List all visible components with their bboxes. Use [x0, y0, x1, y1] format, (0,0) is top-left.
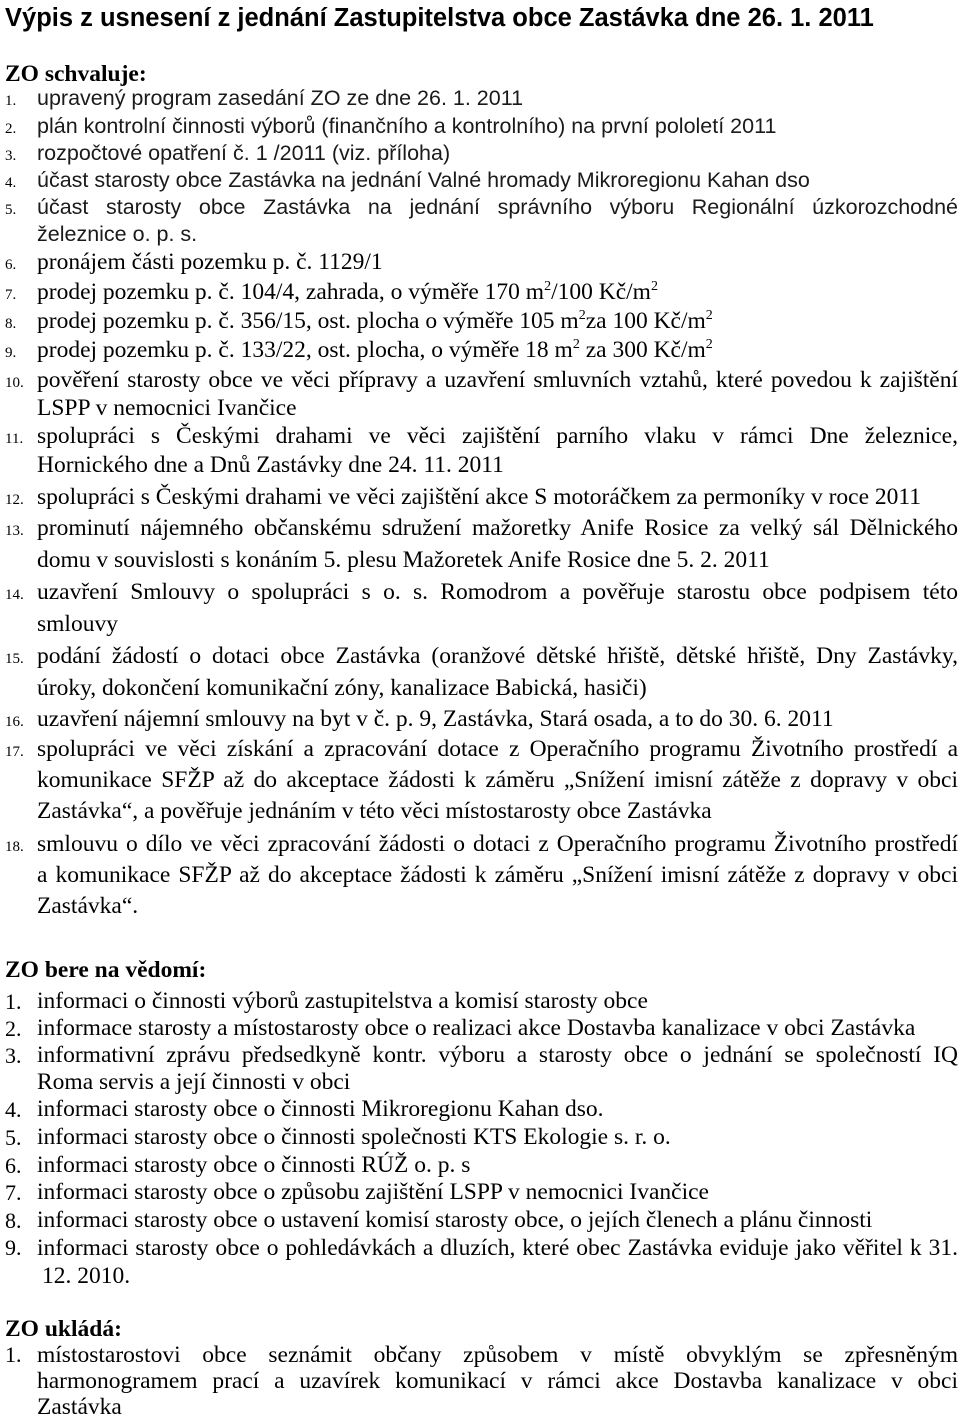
item-text-line: informaci starosty obce o ustavení komisí starosty obce, o jejích členech a plánu činnosti — [37, 1207, 873, 1233]
item-text-line: úroky, dokončení komunikační zóny, kanalizace Babická, hasiči) — [37, 675, 647, 701]
resolution-item — [0, 336, 958, 364]
item-text-line: informaci starosty obce o pohledávkách a dluzích, které obec Zastávka eviduje jako věřitel k 31. — [37, 1235, 958, 1261]
resolution-item — [0, 248, 958, 276]
item-text-line: prominutí nájemného občanskému sdružení mažoretky Anife Rosice za velký sál Dělnického — [37, 515, 958, 541]
acknowledged-item — [0, 1152, 958, 1179]
acknowledged-item — [0, 1179, 958, 1206]
item-number: 1. — [5, 989, 22, 1014]
item-number: 5. — [5, 1125, 22, 1150]
item-number: 7. — [5, 1180, 22, 1205]
superscript: 2 — [544, 279, 552, 294]
item-text-line: domu v souvislosti s konáním 5. plesu Mažoretek Anife Rosice dne 5. 2. 2011 — [37, 547, 770, 573]
resolution-item — [0, 829, 958, 922]
item-text-line: účast starosty obce Zastávka na jednání Valné hromady Mikroregionu Kahan dso — [37, 168, 810, 192]
resolution-item — [0, 734, 958, 827]
item-text-line: informaci starosty obce o činnosti společnosti KTS Ekologie s. r. o. — [37, 1124, 671, 1150]
item-text-line: informaci starosty obce o činnosti Mikroregionu Kahan dso. — [37, 1096, 604, 1122]
item-text-line: Roma servis a její činnosti v obci — [37, 1069, 351, 1095]
item-text-line: LSPP v nemocnici Ivančice — [37, 395, 297, 421]
item-number: 6. — [5, 257, 17, 273]
item-text-line: podání žádostí o dotaci obce Zastávka (oranžové dětské hřiště, dětské hřiště, Dny Zastávky, — [37, 643, 958, 669]
section-heading-acknowledges: ZO bere na vědomí: — [5, 957, 207, 983]
acknowledged-item — [0, 988, 958, 1015]
item-text-line: informaci o činnosti výborů zastupitelstva a komisí starosty obce — [37, 988, 648, 1014]
item-number: 4. — [5, 1097, 22, 1122]
item-number: 18. — [5, 839, 24, 855]
superscript: 2 — [650, 279, 658, 294]
item-text-line: smlouvu o dílo ve věci zpracování žádosti o dotaci z Operačního programu Životního prostředí — [37, 831, 958, 857]
item-number: 9. — [5, 345, 17, 361]
item-number: 9. — [5, 1235, 22, 1260]
superscript: 2 — [578, 308, 586, 323]
item-text: prodej pozemku p. č. 133/22, ost. plocha, o výměře 18 m — [37, 337, 573, 363]
resolution-item — [0, 512, 958, 576]
item-number: 17. — [5, 744, 24, 760]
item-text: /100 Kč/m — [551, 279, 651, 305]
resolution-item — [0, 194, 958, 248]
instructed-item — [0, 1342, 958, 1420]
item-text-line: plán kontrolní činnosti výborů (finančního a kontrolního) na první pololetí 2011 — [37, 114, 777, 138]
resolution-item — [0, 113, 958, 140]
item-number: 11. — [5, 431, 24, 447]
resolution-item — [0, 366, 958, 422]
resolution-item — [0, 640, 958, 704]
item-text: prodej pozemku p. č. 356/15, ost. plocha o výměře 105 m — [37, 308, 579, 334]
item-number: 2. — [5, 121, 17, 137]
superscript: 2 — [572, 337, 580, 352]
resolution-item — [0, 307, 958, 335]
acknowledged-item — [0, 1096, 958, 1123]
item-number: 2. — [5, 1016, 22, 1041]
item-number: 13. — [5, 523, 24, 539]
item-text-line: železnice o. p. s. — [37, 222, 198, 246]
superscript: 2 — [705, 308, 713, 323]
item-text-line: upravený program zasedání ZO ze dne 26. 1. 2011 — [37, 86, 524, 110]
item-text-line: Hornického dne a Dnů Zastávky dne 24. 11. 2011 — [37, 452, 504, 478]
acknowledged-item — [0, 1207, 958, 1234]
item-text-line: a komunikace SFŽP až do akceptace žádosti k záměru „Snížení imisní zátěže z dopravy v obci — [37, 862, 958, 888]
item-number: 6. — [5, 1153, 22, 1178]
item-number: 7. — [5, 287, 17, 303]
item-text-line: uzavření nájemní smlouvy na byt v č. p. 9, Zastávka, Stará osada, a to do 30. 6. 2011 — [37, 706, 834, 732]
resolution-item — [0, 167, 958, 194]
item-number: 1. — [5, 93, 17, 109]
superscript: 2 — [705, 337, 713, 352]
item-text-line: pronájem části pozemku p. č. 1129/1 — [37, 249, 383, 275]
item-text-line: Zastávka — [37, 1394, 122, 1420]
item-text-line: informativní zprávu předsedkyně kontr. výboru a starosty obce o jednání se společností IQ — [37, 1042, 958, 1068]
item-number: 16. — [5, 714, 24, 730]
section-heading-instructs: ZO ukládá: — [5, 1316, 122, 1342]
item-text-line: informace starosty a místostarosty obce o realizaci akce Dostavba kanalizace v obci Zastávka — [37, 1015, 916, 1041]
item-text-line: rozpočtové opatření č. 1 /2011 (viz. příloha) — [37, 141, 451, 165]
item-text-line: spolupráci s Českými drahami ve věci zajištění akce S motoráčkem za permoníky v roce 2011 — [37, 484, 922, 510]
item-number: 12. — [5, 492, 24, 508]
item-number: 8. — [5, 316, 17, 332]
resolution-item — [0, 278, 958, 306]
item-number: 15. — [5, 651, 24, 667]
item-text-line: informaci starosty obce o činnosti RÚŽ o. p. s — [37, 1152, 471, 1178]
item-text-line: smlouvy — [37, 611, 118, 637]
resolution-item — [0, 576, 958, 640]
item-number: 5. — [5, 202, 17, 218]
item-text-line: harmonogramem prací a uzavírek komunikací v rámci akce Dostavba kanalizace v obci — [37, 1368, 958, 1394]
item-text-line: 12. 2010. — [42, 1263, 131, 1289]
item-text: prodej pozemku p. č. 104/4, zahrada, o výměře 170 m — [37, 279, 545, 305]
item-text-line: pověření starosty obce ve věci přípravy a uzavření smluvních vztahů, které povedou k zajištění — [37, 367, 958, 393]
item-text-line — [37, 307, 958, 335]
section-heading-approves: ZO schvaluje: — [5, 61, 147, 87]
item-number: 10. — [5, 375, 24, 391]
acknowledged-item — [0, 1234, 958, 1290]
resolution-item — [0, 482, 958, 512]
document-title: Výpis z usnesení z jednání Zastupitelstva obce Zastávka dne 26. 1. 2011 — [5, 4, 874, 32]
item-text-line: účast starosty obce Zastávka na jednání správního výboru Regionální úzkorozchodné — [37, 195, 958, 219]
item-text-line: Zastávka“, a pověřuje jednáním v této věci místostarosty obce Zastávka — [37, 798, 712, 824]
item-number: 1. — [5, 1342, 22, 1367]
acknowledged-item — [0, 1124, 958, 1151]
resolution-item — [0, 422, 958, 480]
item-number: 3. — [5, 148, 17, 164]
item-text-line — [37, 278, 958, 306]
item-text-line — [37, 336, 958, 364]
item-text-line: uzavření Smlouvy o spolupráci s o. s. Romodrom a pověřuje starostu obce podpisem této — [37, 579, 958, 605]
item-number: 3. — [5, 1043, 22, 1068]
item-text-line: místostarostovi obce seznámit občany způsobem v místě obvyklým se zpřesněným — [37, 1342, 958, 1368]
item-text-line: Zastávka“. — [37, 893, 139, 919]
item-number: 8. — [5, 1208, 22, 1233]
item-text: za 300 Kč/m — [579, 337, 706, 363]
item-text-line: komunikace SFŽP až do akceptace žádosti k záměru „Snížení imisní zátěže z dopravy v obci — [37, 767, 958, 793]
item-number: 4. — [5, 175, 17, 191]
item-number: 14. — [5, 587, 24, 603]
acknowledged-item — [0, 1042, 958, 1096]
item-text-line: spolupráci s Českými drahami ve věci zajištění parního vlaku v rámci Dne železnice, — [37, 423, 958, 449]
resolution-item — [0, 140, 958, 167]
acknowledged-item — [0, 1015, 958, 1042]
item-text: za 100 Kč/m — [585, 308, 706, 334]
resolution-item — [0, 85, 958, 112]
item-text-line: informaci starosty obce o způsobu zajištění LSPP v nemocnici Ivančice — [37, 1179, 709, 1205]
resolution-item — [0, 704, 958, 734]
item-text-line: spolupráci ve věci získání a zpracování dotace z Operačního programu Životního prostředí a — [37, 736, 958, 762]
